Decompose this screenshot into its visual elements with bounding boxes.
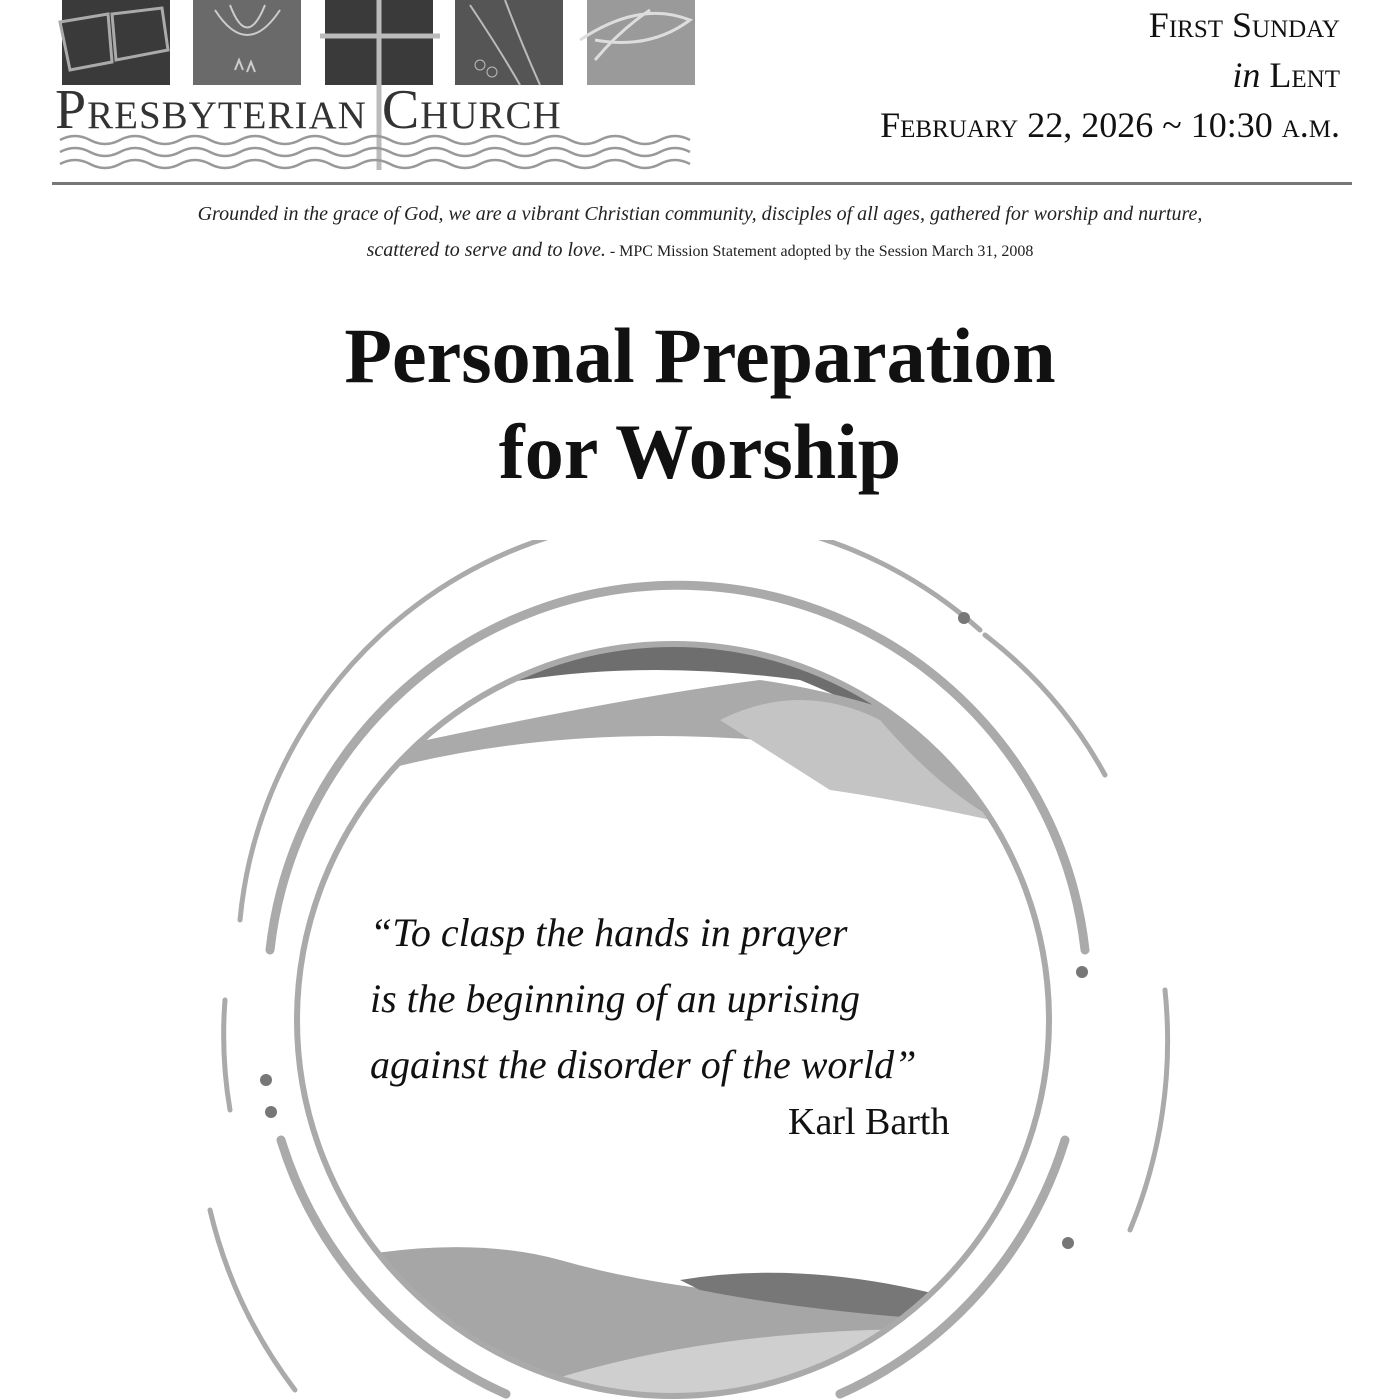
quote-line-3: against the disorder of the world” — [370, 1042, 917, 1087]
service-date: February 22, 2026 ~ 10:30 a.m. — [880, 105, 1340, 145]
quote-text — [370, 900, 916, 1098]
dot — [958, 612, 970, 624]
outer-arc — [210, 1210, 295, 1390]
outer-arc — [1130, 990, 1168, 1230]
outer-arc — [985, 635, 1105, 775]
dot — [1076, 966, 1088, 978]
dot — [1062, 1237, 1074, 1249]
dot — [265, 1106, 277, 1118]
title-line-2: for Worship — [498, 408, 902, 495]
quote-line-1: “To clasp the hands in prayer — [370, 910, 848, 955]
page-title — [0, 308, 1400, 500]
title-line-1: Personal Preparation — [344, 312, 1056, 399]
quote-line-2: is the beginning of an uprising — [370, 976, 860, 1021]
mission-source: - MPC Mission Statement adopted by the Session March 31, 2008 — [605, 243, 1034, 260]
mission-statement — [0, 196, 1400, 270]
season-prefix: in — [1232, 55, 1261, 95]
quote-author: Karl Barth — [788, 1101, 950, 1143]
outer-arc — [224, 1000, 230, 1110]
shell-icon — [193, 0, 301, 85]
dot — [260, 1074, 272, 1086]
header-divider — [52, 182, 1352, 185]
season-name: Lent — [1269, 55, 1340, 95]
logo-text: Presbyterian Church — [55, 79, 562, 141]
service-info — [880, 0, 1340, 150]
service-name: First Sunday — [1148, 5, 1340, 45]
top-wave-pale — [720, 700, 1000, 822]
mission-line-1: Grounded in the grace of God, we are a vibrant Christian community, disciples of all ages, gathered for worship and nurture, — [197, 203, 1203, 225]
mission-line-2: scattered to serve and to love. — [366, 239, 606, 261]
service-season — [880, 50, 1340, 100]
